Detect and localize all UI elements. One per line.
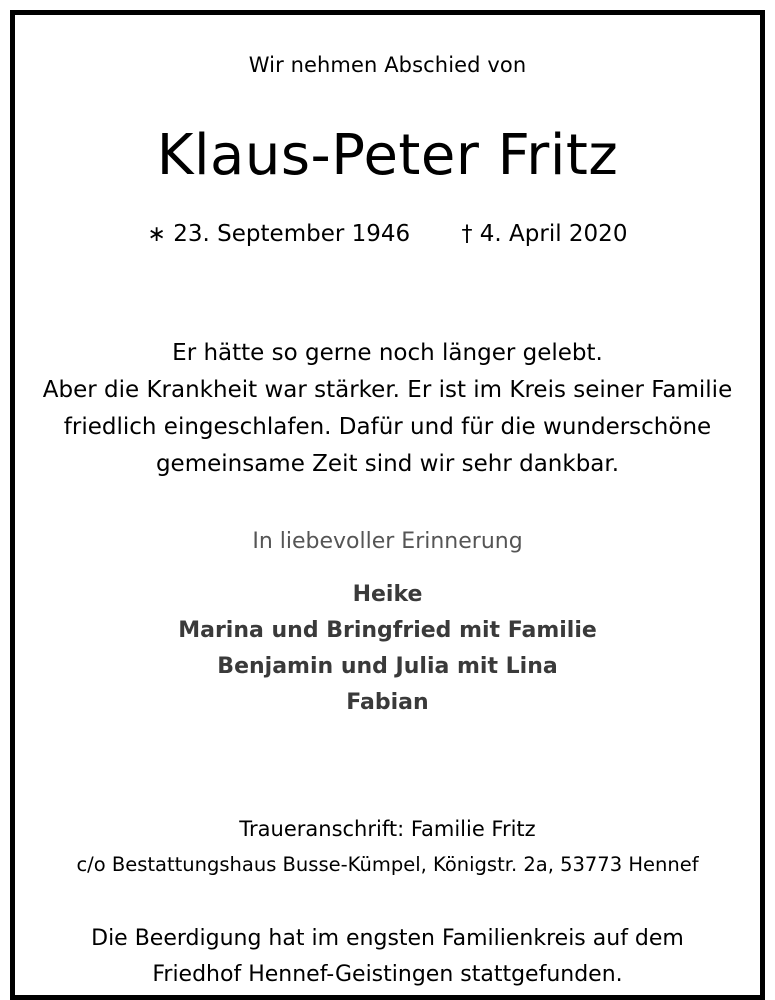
verse-line: friedlich eingeschlafen. Dafür und für die wunderschöne — [63, 414, 712, 440]
verse-text — [15, 335, 760, 483]
funeral-note — [15, 921, 760, 993]
obituary-notice — [10, 10, 765, 1000]
mourner-name: Marina und Bringfried mit Familie — [178, 618, 597, 643]
death-date-group — [461, 221, 627, 247]
intro-text: Wir nehmen Abschied von — [248, 53, 527, 77]
deceased-name: Klaus-Peter Fritz — [156, 123, 619, 188]
verse-line: gemeinsame Zeit sind wir sehr dankbar. — [155, 451, 620, 477]
birth-date-group — [148, 221, 411, 247]
funeral-line: Die Beerdigung hat im engsten Familienkreis auf dem — [91, 926, 684, 951]
birth-star-icon: ∗ — [147, 222, 166, 247]
death-cross-icon: † — [461, 222, 473, 247]
death-date: 4. April 2020 — [479, 221, 628, 247]
mourner-name: Heike — [352, 582, 423, 607]
address-line: c/o Bestattungshaus Busse-Kümpel, Königstr. 2a, 53773 Hennef — [76, 853, 699, 876]
life-dates — [15, 221, 760, 247]
birth-date: 23. September 1946 — [173, 221, 411, 247]
mourner-name: Benjamin und Julia mit Lina — [217, 654, 558, 679]
verse-line: Aber die Krankheit war stärker. Er ist im Kreis seiner Familie — [42, 377, 733, 403]
mourners-list — [15, 577, 760, 721]
mourner-name: Fabian — [346, 690, 429, 715]
address-title: Traueranschrift: Familie Fritz — [239, 817, 536, 841]
funeral-line: Friedhof Hennef-Geistingen stattgefunden. — [152, 962, 623, 987]
verse-line: Er hätte so gerne noch länger gelebt. — [172, 340, 603, 366]
memory-heading: In liebevoller Erinnerung — [252, 529, 523, 554]
